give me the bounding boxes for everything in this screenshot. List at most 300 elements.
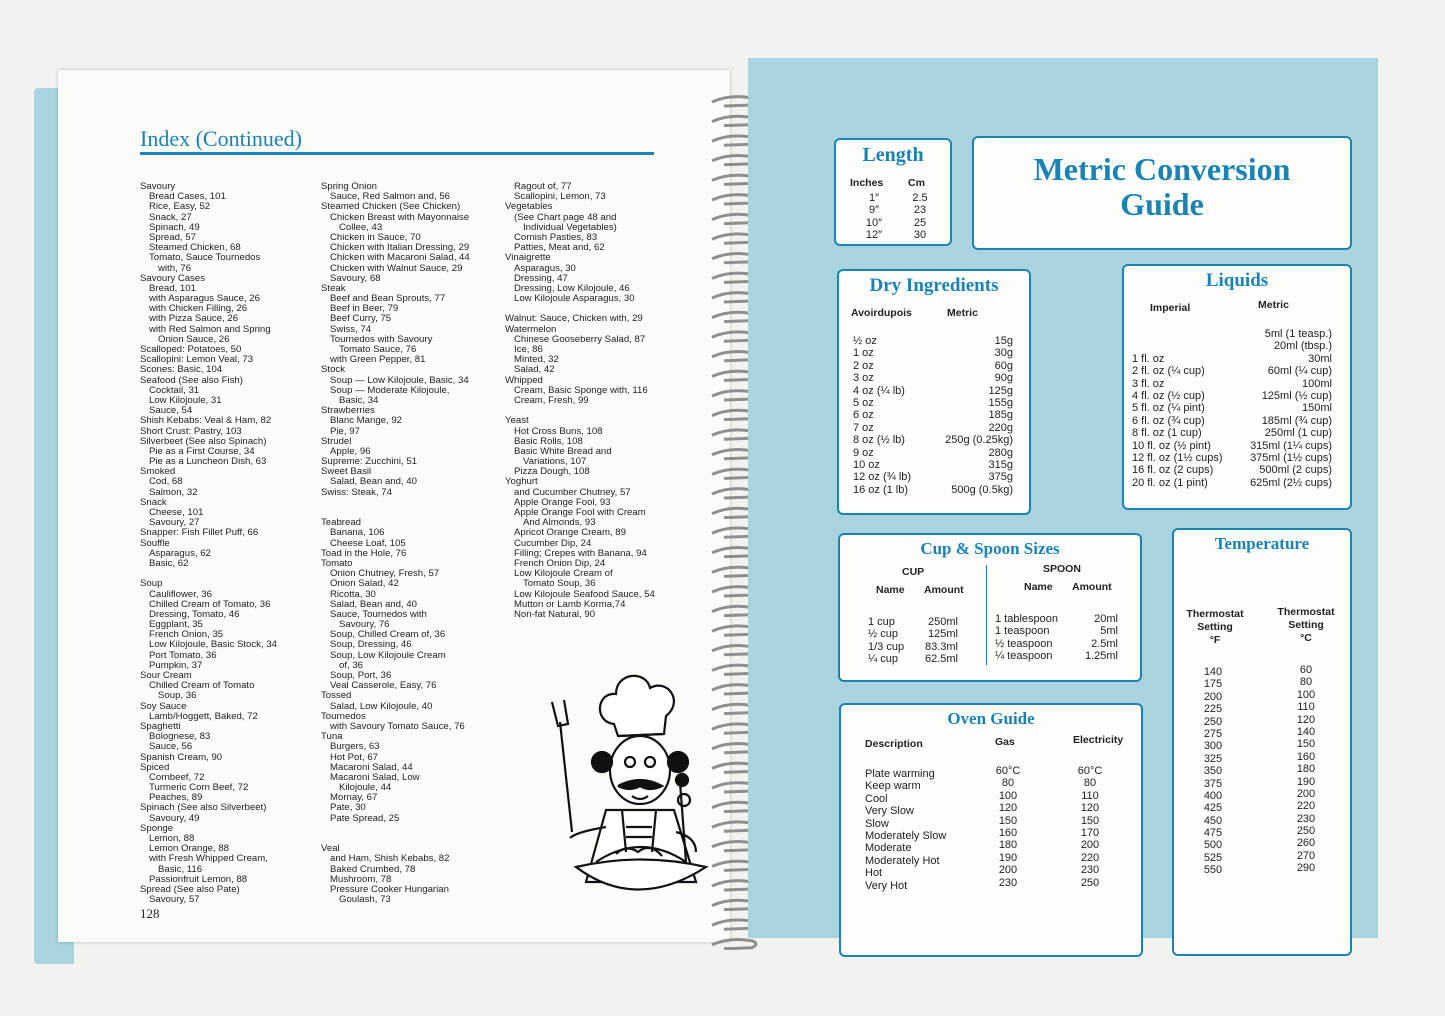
cup-amount-values: [918, 616, 958, 666]
dry-avoirdupois-cell: 6 oz: [853, 409, 874, 422]
index-entry: Basic White Bread and: [514, 445, 612, 457]
oven-electricity-cell: 250: [1080, 876, 1100, 889]
oven-electricity-cell: 120: [1080, 802, 1100, 815]
liquids-metric-cell: 625ml (2½ cups): [1250, 476, 1332, 489]
temp-f-h1: Thermostat: [1186, 608, 1244, 620]
oven-header-description: Description: [865, 738, 923, 750]
temperature-f-cell: 225: [1203, 703, 1223, 716]
temperature-f-cell: 250: [1203, 715, 1223, 728]
index-entry: Short Crust: Pastry, 103: [140, 425, 242, 437]
length-cm-values: [902, 192, 938, 242]
dry-metric-cell: 220g: [988, 421, 1013, 434]
oven-gas-cell: 60°C: [995, 765, 1021, 777]
temperature-title: Temperature: [1214, 534, 1310, 553]
cup-spoon-divider: [986, 565, 987, 665]
index-entry: Onion Salad, 42: [330, 578, 399, 590]
main-title-line-1: Metric Conversion: [1033, 151, 1291, 187]
index-entry: Smoked: [140, 466, 176, 478]
oven-description-cell: Keep warm: [865, 780, 921, 793]
oven-description-cell: Moderately Hot: [865, 854, 940, 867]
temperature-c-cell: 190: [1296, 775, 1316, 788]
temperature-c-cell: 60: [1299, 664, 1313, 676]
index-entry: Goulash, 73: [339, 894, 391, 906]
index-entry: Savoury Cases: [140, 272, 206, 284]
index-entry: Vinaigrette: [505, 252, 551, 264]
liquids-metric-cell: 30ml: [1308, 352, 1332, 365]
index-entry: Apple Orange Fool, 93: [514, 496, 611, 508]
index-entry: Rice, Easy, 52: [149, 201, 211, 213]
index-entry: Supreme: Zucchini, 51: [321, 456, 417, 468]
oven-description-cell: Cool: [865, 792, 888, 805]
dry-ingredients-box: [837, 269, 1031, 515]
index-entry: Individual Vegetables): [523, 221, 617, 233]
dry-avoirdupois-cell: 3 oz: [853, 372, 874, 385]
index-column-2: [321, 182, 470, 905]
spoon-name-cell: ¼ teaspoon: [995, 650, 1053, 663]
dry-metric-cell: 15g: [994, 335, 1013, 347]
dry-avoirdupois-cell: 12 oz (¾ lb): [853, 471, 912, 484]
index-entry: Asparagus, 30: [514, 262, 576, 274]
index-entry: Cauliflower, 36: [149, 588, 212, 600]
temp-f-h3: °F: [1209, 634, 1221, 646]
index-entry: with, 76: [158, 262, 192, 274]
index-entry: Tomato Soup, 36: [523, 578, 596, 590]
cup-label: CUP: [902, 566, 925, 578]
index-entry: Asparagus, 62: [149, 547, 211, 559]
index-entry: (See Chart page 48 and: [514, 211, 617, 223]
index-entry: Chicken with Macaroni Salad, 44: [330, 252, 470, 264]
spoon-name-cell: ½ teaspoon: [995, 637, 1053, 650]
temperature-f-cell: 375: [1203, 777, 1223, 790]
liquids-metric-cell: 375ml (1½ cups): [1250, 451, 1332, 464]
dry-metric-values: [899, 335, 1013, 496]
index-entry: Dressing, 47: [514, 272, 568, 284]
oven-electricity-cell: 200: [1080, 839, 1100, 852]
dry-metric-cell: 30g: [994, 347, 1013, 360]
dry-metric-cell: 250g (0.25kg): [945, 434, 1013, 447]
oven-description-cell: Hot: [865, 867, 883, 880]
index-entry: and Cucumber Chutney, 57: [514, 486, 631, 498]
temperature-c-cell: 260: [1296, 837, 1316, 850]
index-entry: Eggplant, 35: [149, 619, 203, 631]
index-page: [58, 70, 730, 942]
index-entry: Soup, 36: [158, 690, 197, 702]
index-entry: Yeast: [505, 415, 529, 427]
temperature-header-c: [1270, 606, 1342, 645]
index-entry: Tuna: [321, 731, 343, 743]
liquids-imperial-cell: [1132, 328, 1223, 340]
liquids-metric-cell: 20ml (tbsp.): [1273, 340, 1332, 353]
temperature-f-cell: 400: [1203, 789, 1223, 802]
index-entry: Hot Pot, 67: [330, 751, 378, 763]
index-entry: Cream, Basic Sponge with, 116: [514, 384, 648, 396]
index-entry: Savoury: [140, 181, 176, 192]
index-entry: Chilled Cream of Tomato, 36: [149, 598, 271, 610]
index-entry: Cheese, 101: [149, 507, 204, 518]
oven-description-cell: Moderately Slow: [865, 829, 947, 842]
index-entry: Teabread: [321, 517, 362, 529]
index-entry: Filling; Crepes with Banana, 94: [514, 547, 647, 559]
index-entry: Chinese Gooseberry Salad, 87: [514, 333, 646, 345]
index-entry: Beef Curry, 75: [330, 313, 392, 325]
index-entry: Lamb/Hoggett, Baked, 72: [149, 710, 258, 722]
title-rule: [140, 152, 654, 155]
temperature-c-cell: 220: [1296, 800, 1316, 813]
index-entry: Spaghetti: [140, 720, 181, 732]
index-entry: Beef in Beer, 79: [330, 303, 399, 315]
dry-metric-cell: 500g (0.5kg): [951, 483, 1013, 496]
index-entry: Scallopini, Lemon, 73: [514, 191, 606, 203]
oven-description-cell: Slow: [865, 817, 889, 830]
liquids-metric-cell: 100ml: [1302, 377, 1332, 390]
index-entry: with Savoury Tomato Sauce, 76: [330, 720, 465, 732]
temperature-c-cell: 80: [1299, 676, 1313, 689]
spoon-amount-cell: 5ml: [1100, 625, 1118, 638]
index-entry: with Chicken Filling, 26: [149, 303, 248, 315]
oven-electricity-cell: 170: [1080, 826, 1100, 839]
index-entry: with Red Salmon and Spring: [149, 323, 271, 335]
index-entry: Peaches, 89: [149, 792, 203, 804]
index-entry: Sauce, Tournedos with: [330, 608, 427, 620]
index-entry: And Almonds, 93: [523, 517, 596, 529]
index-entry: Scones: Basic, 104: [140, 364, 223, 376]
index-entry: Dressing, Tomato, 46: [149, 608, 240, 620]
index-title: Index (Continued): [140, 126, 302, 151]
index-entry: Collee, 43: [339, 221, 383, 233]
liquids-imperial-cell: 6 fl. oz (¾ cup): [1132, 414, 1205, 427]
index-entry: Sauce, 56: [149, 741, 193, 753]
index-entry: Chicken with Italian Dressing, 29: [330, 242, 470, 254]
index-entry: Spread, 57: [149, 231, 196, 243]
length-inches-cell: 10″: [865, 216, 883, 229]
liquids-box: [1122, 264, 1352, 510]
temperature-f-cell: 175: [1203, 678, 1223, 691]
temperature-f-cell: 550: [1203, 864, 1223, 877]
length-cm-cell: 23: [913, 204, 927, 217]
cup-name-cell: ¼ cup: [868, 653, 898, 666]
temperature-f-values: [1188, 666, 1238, 877]
index-entry: Apple, 96: [330, 445, 371, 457]
index-entry: Apricot Orange Cream, 89: [514, 527, 626, 539]
temp-c-h3: °C: [1300, 632, 1312, 644]
index-entry: Bread, 101: [149, 282, 196, 294]
spoon-name-values: [995, 613, 1058, 663]
index-entry: Tournedos with Savoury: [330, 333, 433, 345]
conversion-page: [748, 58, 1378, 938]
liquids-metric-cell: 150ml: [1302, 402, 1332, 415]
liquids-imperial-cell: 10 fl. oz (½ pint): [1132, 439, 1211, 452]
index-entry: Kilojoule, 44: [339, 782, 392, 794]
index-entry: Spiced: [140, 761, 170, 773]
index-entry: Salad, Bean and, 40: [330, 598, 417, 610]
temperature-c-cell: 250: [1296, 825, 1316, 838]
index-entry: [321, 824, 470, 834]
dry-metric-cell: 315g: [988, 458, 1013, 471]
spiral-coil: [712, 939, 756, 948]
liquids-metric-cell: 125ml (½ cup): [1261, 389, 1332, 402]
index-entry: French Onion Dip, 24: [514, 557, 606, 569]
length-inches-cell: 12″: [865, 229, 883, 242]
main-title-box: [972, 136, 1352, 250]
temperature-f-cell: 425: [1203, 802, 1223, 815]
oven-gas-cell: 100: [998, 789, 1018, 802]
index-entry: Seafood (See also Fish): [140, 374, 243, 386]
index-entry: Cornbeef, 72: [149, 771, 205, 783]
cup-spoon-box: [838, 533, 1142, 682]
index-entry: Dressing, Low Kilojoule, 46: [514, 282, 630, 294]
temperature-f-cell: 200: [1203, 690, 1223, 703]
index-column-1: [140, 182, 277, 905]
temperature-header-f: [1180, 608, 1250, 647]
dry-avoirdupois-cell: 9 oz: [853, 446, 874, 459]
liquids-metric-cell: 500ml (2 cups): [1259, 464, 1332, 477]
dry-metric-cell: 90g: [994, 372, 1013, 385]
index-entry: Steak: [321, 282, 346, 294]
dry-metric-cell: 185g: [988, 409, 1013, 422]
index-entry: Soup — Low Kilojoule, Basic, 34: [330, 374, 469, 386]
temp-f-h2: Setting: [1197, 621, 1233, 633]
temperature-f-cell: 140: [1203, 666, 1223, 678]
index-entry: Ricotta, 30: [330, 588, 376, 600]
length-title: Length: [862, 144, 924, 166]
index-entry: Soup, Dressing, 46: [330, 639, 412, 651]
index-entry: Tomato Sauce, 76: [339, 344, 417, 355]
index-entry: Pate Spread, 25: [330, 812, 400, 824]
temperature-c-cell: 160: [1296, 750, 1316, 763]
cup-amount-cell: 62.5ml: [924, 653, 958, 666]
index-entry: Sour Cream: [140, 670, 192, 681]
dry-metric-cell: 60g: [994, 359, 1013, 372]
index-entry: Savoury, 68: [330, 272, 381, 284]
liquids-metric-values: [1224, 328, 1332, 489]
index-entry: Bread Cases, 101: [149, 191, 226, 203]
index-entry: with Pizza Sauce, 26: [149, 313, 239, 325]
index-entry: Chicken with Walnut Sauce, 29: [330, 262, 463, 274]
index-entry: Tomato, Sauce Tournedos: [149, 252, 261, 264]
index-entry: Toad in the Hole, 76: [321, 547, 407, 559]
index-entry: Mornay, 67: [330, 792, 378, 804]
oven-description-values: [865, 768, 946, 892]
index-entry: Pie as a First Course, 34: [149, 445, 255, 457]
dry-avoirdupois-cell: 7 oz: [853, 421, 874, 434]
index-entry: Blanc Mange, 92: [330, 415, 402, 427]
index-entry: Spinach, 49: [149, 221, 200, 233]
index-entry: Patties, Meat and, 62: [514, 242, 605, 254]
dry-metric-cell: 375g: [988, 471, 1013, 484]
liquids-metric-cell: 315ml (1¼ cups): [1250, 439, 1332, 452]
oven-gas-cell: 120: [998, 802, 1018, 815]
dry-metric-cell: 280g: [988, 446, 1013, 459]
index-entry: Basic Rolls, 108: [514, 435, 583, 447]
spoon-label: SPOON: [1043, 563, 1081, 575]
index-entry: Passionfruit Lemon, 88: [149, 873, 248, 885]
index-entry: Macaroni Salad, 44: [330, 761, 413, 773]
index-entry: Silverbeet (See also Spinach): [140, 435, 267, 447]
temperature-c-cell: 180: [1296, 763, 1316, 776]
index-entry: Lemon, 88: [149, 833, 195, 844]
liquids-imperial-values: [1132, 328, 1223, 489]
oven-header-electricity: Electricity: [1073, 734, 1124, 746]
index-entry: [321, 498, 470, 508]
index-entry: with Asparagus Sauce, 26: [149, 293, 260, 305]
dry-avoirdupois-cell: 8 oz (½ lb): [853, 434, 905, 447]
temperature-f-cell: 300: [1203, 740, 1223, 753]
spoon-header-amount: Amount: [1072, 581, 1112, 593]
temperature-c-cell: 270: [1296, 849, 1316, 862]
index-entry: Scalloped: Potatoes, 50: [140, 344, 242, 355]
index-entry: Pressure Cooker Hungarian: [330, 883, 449, 895]
index-entry: Non-fat Natural, 90: [514, 608, 596, 620]
index-entry: Spinach (See also Silverbeet): [140, 802, 267, 814]
index-entry: Turmeric Corn Beef, 72: [149, 782, 249, 794]
dry-avoirdupois-cell: 16 oz (1 lb): [853, 483, 909, 496]
index-entry: Soup, Low Kilojoule Cream: [330, 649, 446, 661]
spoon-amount-cell: 2.5ml: [1091, 637, 1118, 650]
index-entry: Yoghurt: [505, 476, 538, 488]
index-entry: Snack, 27: [149, 211, 192, 223]
index-entry: Savoury, 27: [149, 517, 200, 529]
liquids-metric-cell: 250ml (1 cup): [1264, 427, 1332, 440]
dry-metric-cell: 125g: [988, 384, 1013, 397]
index-entry: Pate, 30: [330, 802, 366, 814]
liquids-imperial-cell: [1132, 340, 1223, 352]
index-entry: Sponge: [140, 822, 174, 834]
index-entry: Ragout of, 77: [514, 181, 572, 192]
index-entry: Stock: [321, 364, 345, 376]
dry-metric-cell: 155g: [988, 396, 1013, 409]
temperature-f-cell: 350: [1203, 765, 1223, 778]
oven-gas-cell: 180: [998, 839, 1018, 852]
index-entry: Banana, 106: [330, 527, 385, 539]
index-entry: Salad, 42: [514, 364, 555, 376]
index-entry: Cocktail, 31: [149, 384, 200, 396]
spoon-name-cell: 1 tablespoon: [995, 613, 1058, 625]
index-entry: with Green Pepper, 81: [330, 354, 426, 366]
index-entry: Spanish Cream, 90: [140, 751, 223, 763]
liquids-metric-cell: 60ml (¼ cup): [1267, 365, 1332, 378]
index-entry: Basic, 62: [149, 557, 189, 569]
index-entry: Souffle: [140, 537, 170, 549]
dry-avoirdupois-cell: 2 oz: [853, 359, 874, 372]
oven-description-cell: Very Hot: [865, 879, 908, 892]
index-entry: Basic, 116: [158, 863, 203, 875]
index-entry: Soup, Chilled Cream of, 36: [330, 629, 446, 641]
index-entry: Low Kilojoule Seafood Sauce, 54: [514, 588, 655, 600]
index-entry: Apple Orange Fool with Cream: [514, 507, 646, 518]
index-entry: Watermelon: [505, 323, 557, 335]
index-entry: Savoury, 76: [339, 619, 390, 631]
oven-gas-values: [979, 765, 1037, 889]
temp-c-h1: Thermostat: [1277, 606, 1335, 618]
oven-gas-cell: 160: [998, 826, 1018, 839]
index-entry: Variations, 107: [523, 456, 587, 468]
dry-avoirdupois-cell: 4 oz (¼ lb): [853, 384, 905, 397]
index-entry: Soup: [140, 578, 163, 590]
temperature-c-cell: 230: [1296, 812, 1316, 825]
dry-title: Dry Ingredients: [869, 275, 999, 296]
oven-electricity-cell: 220: [1080, 851, 1100, 864]
index-column-3: [505, 182, 655, 620]
index-entry: Walnut: Sauce, Chicken with, 29: [505, 313, 643, 325]
index-entry: of, 36: [339, 659, 364, 671]
index-entry: Whipped: [505, 374, 543, 386]
temperature-c-cell: 140: [1296, 725, 1316, 738]
index-entry: [321, 834, 470, 844]
index-entry: Strudel: [321, 435, 352, 447]
index-entry: Low Kilojoule Asparagus, 30: [514, 293, 635, 305]
index-entry: Low Kilojoule, 31: [149, 394, 222, 406]
chef-illustration-icon: [546, 662, 716, 912]
temperature-f-cell: 500: [1203, 839, 1223, 852]
oven-electricity-values: [1061, 765, 1119, 889]
cup-name-cell: 1/3 cup: [868, 640, 905, 653]
oven-gas-cell: 230: [998, 876, 1018, 889]
index-entry: Sweet Basil: [321, 466, 372, 478]
index-entry: Salmon, 32: [149, 486, 198, 498]
index-entry: Hot Cross Buns, 108: [514, 425, 603, 437]
temperature-f-cell: 525: [1203, 851, 1223, 864]
index-entry: Macaroni Salad, Low: [330, 771, 420, 783]
oven-description-cell: Very Slow: [865, 805, 914, 818]
length-inches-values: [850, 192, 898, 242]
liquids-imperial-cell: 5 fl. oz (¼ pint): [1132, 402, 1205, 415]
index-entry: Veal: [321, 843, 340, 855]
index-entry: Sauce, 54: [149, 405, 193, 417]
oven-gas-cell: 200: [998, 864, 1018, 877]
cup-name-cell: ½ cup: [868, 628, 898, 641]
index-entry: Chicken in Sauce, 70: [330, 231, 421, 243]
index-entry: Steamed Chicken, 68: [149, 242, 241, 254]
index-entry: Savoury, 57: [149, 894, 200, 906]
length-header-cm: Cm: [908, 177, 925, 189]
liquids-title: Liquids: [1205, 270, 1269, 291]
index-entry: Beef and Bean Sprouts, 77: [330, 293, 446, 305]
main-title-line-2: Guide: [1120, 186, 1204, 222]
index-entry: Scallopini: Lemon Veal, 73: [140, 354, 254, 366]
dry-avoirdupois-cell: ½ oz: [853, 335, 877, 347]
index-entry: Baked Crumbed, 78: [330, 863, 416, 875]
oven-electricity-cell: 110: [1081, 789, 1099, 802]
index-entry: French Onion, 35: [149, 629, 224, 641]
index-entry: Tournedos: [321, 710, 366, 722]
dry-header-avoirdupois: Avoirdupois: [851, 307, 912, 319]
dry-avoirdupois-cell: 1 oz: [853, 347, 874, 360]
oven-title: Oven Guide: [947, 709, 1035, 728]
index-entry: Low Kilojoule Cream of: [514, 568, 613, 580]
index-entry: Onion Chutney, Fresh, 57: [330, 568, 440, 580]
temp-c-h2: Setting: [1288, 619, 1324, 631]
index-entry: Spring Onion: [321, 181, 377, 192]
index-entry: Salad, Low Kilojoule, 40: [330, 700, 433, 712]
liquids-imperial-cell: 2 fl. oz (¼ cup): [1132, 365, 1205, 378]
index-entry: Vegetables: [505, 201, 553, 213]
liquids-imperial-cell: 1 fl. oz: [1132, 352, 1165, 365]
temperature-c-cell: 290: [1296, 862, 1316, 875]
temperature-c-cell: 120: [1296, 713, 1316, 726]
dry-header-metric: Metric: [947, 307, 978, 319]
index-entry: Tomato: [321, 557, 353, 569]
liquids-imperial-cell: 4 fl. oz (½ cup): [1132, 389, 1205, 402]
temperature-c-cell: 100: [1296, 688, 1316, 701]
length-inches-cell: 9″: [868, 204, 879, 217]
length-cm-cell: 25: [913, 216, 927, 229]
liquids-header-metric: Metric: [1258, 299, 1289, 311]
index-entry: Pie as a Luncheon Dish, 63: [149, 456, 267, 468]
index-entry: Sauce, Red Salmon and, 56: [330, 191, 451, 203]
length-cm-cell: 2.5: [912, 192, 928, 204]
cup-amount-cell: 250ml: [928, 616, 958, 628]
oven-electricity-cell: 230: [1080, 864, 1100, 877]
